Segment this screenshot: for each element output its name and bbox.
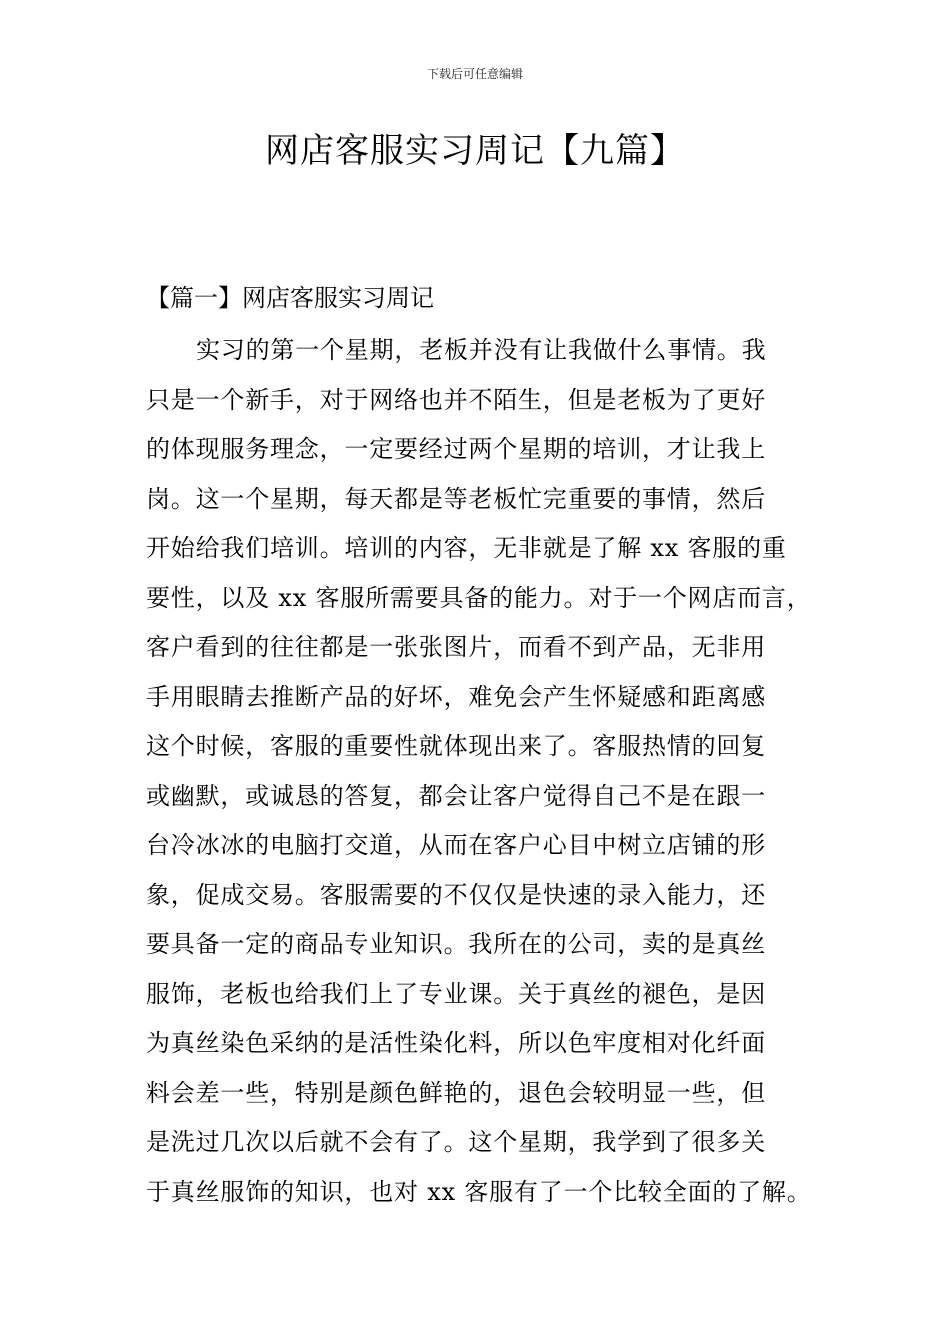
paragraph-line: 象，促成交易。客服需要的不仅仅是快速的录入能力，还 [146, 880, 766, 909]
body-paragraph [146, 332, 826, 1223]
page-header-note: 下载后可任意编辑 [426, 67, 523, 81]
section-heading: 【篇一】网店客服实习周记 [146, 284, 434, 312]
paragraph-line: 岗。这一个星期，每天都是等老板忙完重要的事情，然后 [146, 484, 766, 513]
paragraph-line: 台冷冰冰的电脑打交道，从而在客户心目中树立店铺的形 [146, 831, 766, 859]
paragraph-line: 为真丝染色采纳的是活性染化料，所以色牢度相对化纤面 [146, 1029, 766, 1057]
paragraph-line: 客户看到的往往都是一张张图片，而看不到产品，无非用 [146, 633, 766, 661]
paragraph-line: 于真丝服饰的知识，也对 xx 客服有了一个比较全面的了解。 [146, 1177, 812, 1206]
paragraph-line: 这个时候，客服的重要性就体现出来了。客服热情的回复 [146, 732, 766, 760]
paragraph-line: 料会差一些，特别是颜色鲜艳的，退色会较明显一些，但 [146, 1078, 766, 1107]
paragraph-line: 或幽默，或诚恳的答复，都会让客户觉得自己不是在跟一 [146, 781, 766, 810]
paragraph-line: 开始给我们培训。培训的内容，无非就是了解 xx 客服的重 [146, 534, 787, 562]
paragraph-line: 只是一个新手，对于网络也并不陌生，但是老板为了更好 [146, 385, 766, 414]
paragraph-line: 要性，以及 xx 客服所需要具备的能力。对于一个网店而言， [146, 583, 812, 612]
paragraph-line: 服饰，老板也给我们上了专业课。关于真丝的褪色，是因 [146, 979, 766, 1008]
paragraph-line: 手用眼睛去推断产品的好坏，难免会产生怀疑感和距离感 [146, 682, 766, 711]
paragraph-line: 是洗过几次以后就不会有了。这个星期，我学到了很多关 [146, 1128, 766, 1156]
paragraph-line: 要具备一定的商品专业知识。我所在的公司，卖的是真丝 [146, 930, 766, 958]
paragraph-line: 实习的第一个星期，老板并没有让我做什么事情。我 [196, 336, 767, 364]
document-title: 网店客服实习周记【九篇】 [265, 131, 685, 171]
paragraph-line: 的体现服务理念，一定要经过两个星期的培训，才让我上 [146, 435, 766, 463]
